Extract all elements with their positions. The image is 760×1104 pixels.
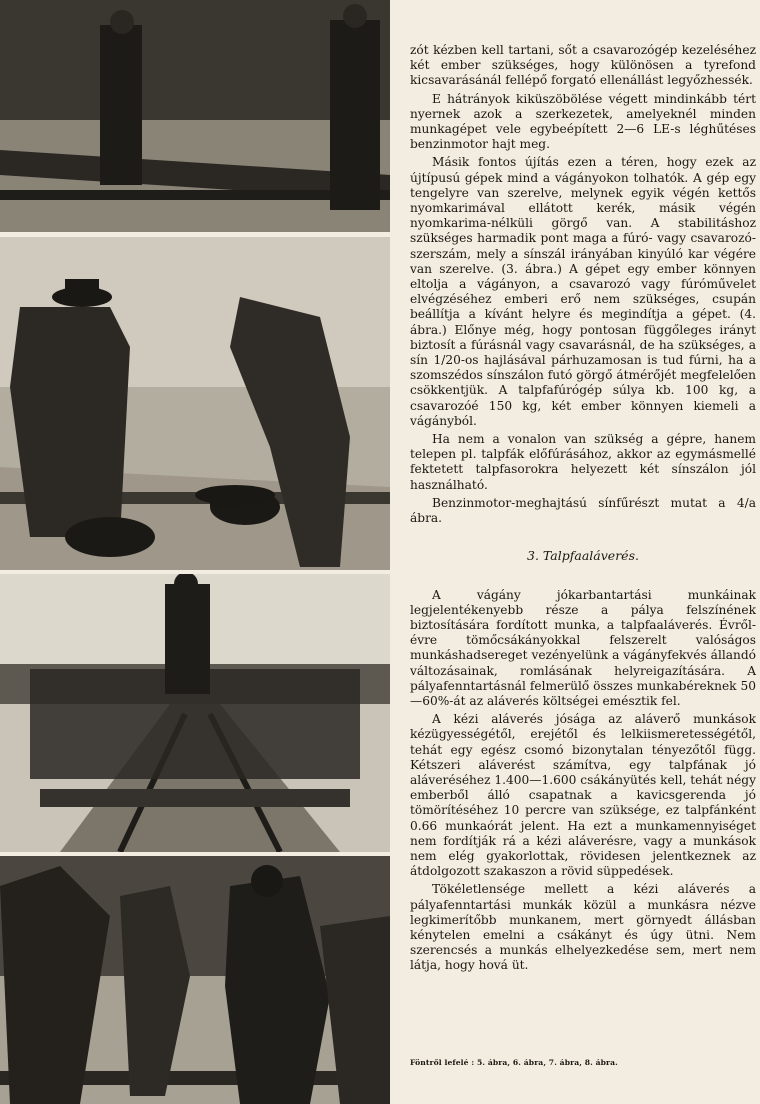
section-heading: 3. Talpfaaláverés. <box>527 548 639 564</box>
paragraph: Másik fontos újítás ezen a téren, hogy ezek az újtípusú gépek mind a vágányokon tolhatók. A gép egy tengelyre van szerelve, melynek egyik végén kettős nyomkarimával ellátott kerék, másik végén nyomkarima-nélküli görgő van. A stabilitáshoz szükséges harmadik pont maga a fúró- vagy csavarozó-szerszám, mely a sínszál irányában kinyúló kar végére van szerelve. (3. ábra.) A gépet egy ember könnyen eltolja a vágányon, a csavarozó vagy fúróművelet elvégzéséhez emberi erő nem szükséges, csupán beállítja a kívánt helyre és megindítja a gépet. (4. ábra.) Előnye még, hogy pontosan függőleges irányt biztosít a fúrásnál vagy csavarásnál, de ha szükséges, a sín 1/20-os hajlásával párhuzamosan is tud fúrni, ha a szomszédos sínszálon futó görgő átmérőjét megfelelően csökkentjük. A talpfafúrógép súlya kb. 100 kg, a csavarozóé 150 kg, két ember könnyen kiemeli a vágányból. <box>410 155 756 428</box>
figure-6-photo <box>0 237 390 570</box>
paragraph: Tökéletlensége mellett a kézi aláverés a pályafenntartási munkák közül a munkásra nézve legkimerítőbb munkanem, mert görnyedt állásban kénytelen emelni a csákányt és úgy ütni. Nem szerencsés a munkás elhelyezkedése sem, mert nem látja, hogy hová üt. <box>410 882 756 973</box>
paragraph: E hátrányok kiküszöbölése végett mindinkább tért nyernek azok a szerkezetek, amelyeknél minden munkagépet vele egybeépített 2—6 LE-s léghűtéses benzinmotor hajt meg. <box>410 91 756 152</box>
paragraph: zót kézben kell tartani, sőt a csavarozógép kezeléséhez két ember szükséges, hogy különösen a tyrefond kicsavarásánál fellépő forgató ellenállást legyőzhessék. <box>410 43 756 88</box>
paragraph: A kézi aláverés jósága az aláverő munkások kézügyességétől, erejétől és lelkiismeretességétől, tehát egy egész csomó bizonytalan tényezőtől függ. Kétszeri aláverést számítva, egy talpfának jó aláveréséhez 1.400—1.600 csákányütés kell, tehát négy emberből álló csapatnak a kavicsgerenda jó tömörítéséhez 10 percre van szüksége, ez talpfánként 0.66 munkaórát jelent. Ha ezt a munkamennyiséget nem fordítják rá a kézi aláverésre, vagy a munkások nem elég gyakorlottak, rövidesen jelentkeznek az átdolgozott szakaszon a rövid süppedések. <box>410 712 756 879</box>
figure-5-photo <box>0 0 390 232</box>
figure-caption: Föntről lefelé : 5. ábra, 6. ábra, 7. ábra, 8. ábra. <box>410 1058 618 1067</box>
figure-7-photo <box>0 574 390 852</box>
paragraph: A vágány jókarbantartási munkáinak legjelentékenyebb része a pálya felszínének biztosítására fordított munka, a talpfaaláverés. Évről-évre tömőcsákányokkal felszerelt valóságos munkáshadsereget vezényelünk a vágányfekvés állandó változásainak, romlásának helyreigazítására. A pályafenntartásnál felmerülő összes munkabéreknek 50—60%-át az aláverés költségei emésztik fel. <box>410 587 756 708</box>
paragraph: Ha nem a vonalon van szükség a gépre, hanem telepen pl. talpfák előfúrásához, akkor az egymásmellé fektetett talpfasorokra helyezett két sínszálon jól használható. <box>410 432 756 492</box>
paragraph: Benzinmotor-meghajtású sínfűrészt mutat a 4/a ábra. <box>410 495 756 526</box>
figure-8-photo <box>0 856 390 1104</box>
article-text <box>410 43 756 977</box>
